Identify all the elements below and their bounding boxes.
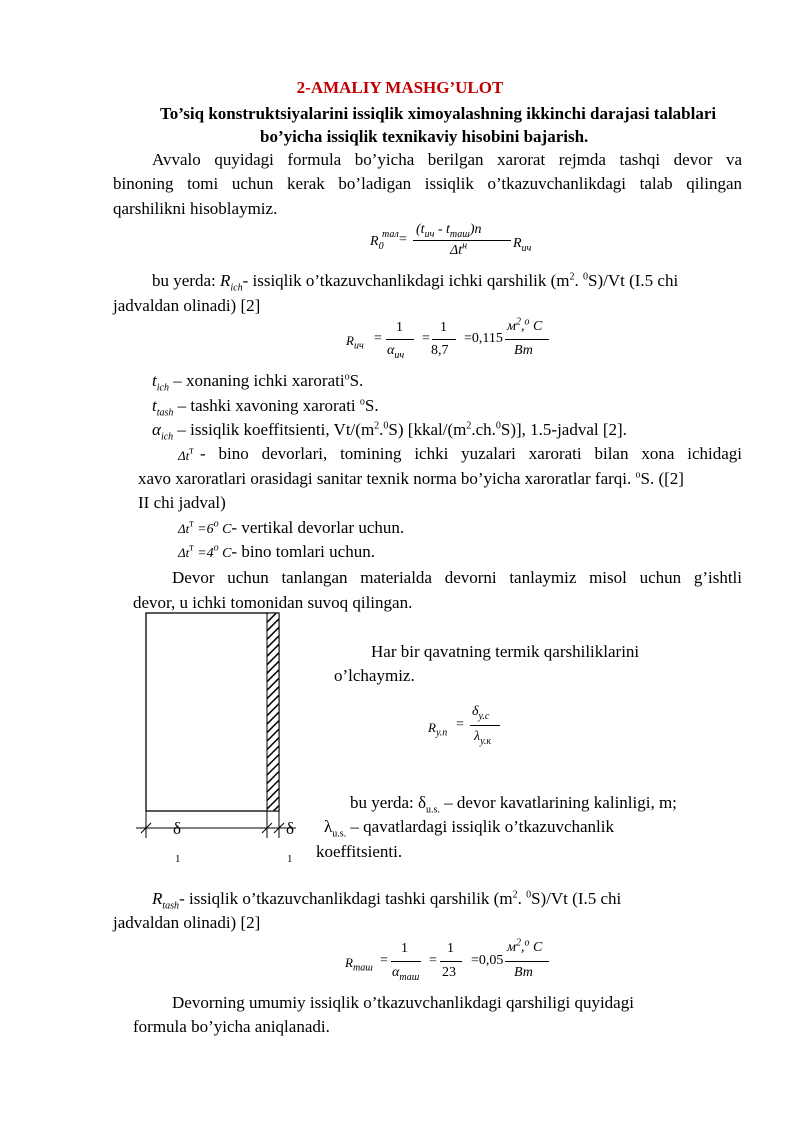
intro-line-2: binoning tomi uchun kerak bo’ladigan issiqlik o’tkazuvchanlikdagi talab qilingan bbox=[113, 174, 742, 193]
side2-line-1: bu yerda: $\delta_{u.s.}$ – devor kavatlarining kalinligi, m; bbox=[350, 793, 677, 816]
final-line-1: Devorning umumiy issiqlik o’tkazuvchanlikdagi qarshiligi quyidagi bbox=[172, 993, 634, 1012]
side2-line-2: $\lambda_{u.s.}$ – qavatlardagi issiqlik o’tkazuvchanlik bbox=[324, 817, 614, 840]
intro-line-3: qarshilikni hisoblaymiz. bbox=[113, 199, 278, 218]
delta-left-label: δ bbox=[173, 819, 182, 838]
rich-definition-line-2: jadvaldan olinadi) [2] bbox=[113, 296, 261, 315]
delta-right-subscript: 1 bbox=[287, 853, 293, 865]
wall-outline bbox=[146, 613, 279, 811]
side2-line-3: koeffitsienti. bbox=[316, 842, 403, 861]
ttash-definition: $t_{tash}$ – tashki xavoning xarorati $^o$S. bbox=[152, 396, 379, 419]
rtash-definition-line-1: $R_{tash}-$ issiqlik o’tkazuvchanlikdagi tashki qarshilik ($m^2$. $^0$S)/Vt (I.5 chi bbox=[152, 889, 622, 912]
intro-line-1: Avvalo quyidagi formula bo’yicha berilgan xarorat rejmda tashqi devor va bbox=[152, 150, 742, 169]
wall-cross-section-diagram bbox=[136, 608, 306, 858]
final-line-2: formula bo’yicha aniqlanadi. bbox=[133, 1017, 330, 1036]
deltat-line-2: xavo xaroratlari orasidagi sanitar texnik norma bo’yicha xaroratlar farqi. $^o$S. ([2] bbox=[138, 469, 684, 488]
rtash-definition-line-2: jadvaldan olinadi) [2] bbox=[113, 913, 261, 932]
rich-definition-line-1: bu yerda: $R_{ich}-$ issiqlik o’tkazuvchanlikdagi ichki qarshilik ($m^2$. $^0$S)/Vt (I.5 chi bbox=[152, 271, 679, 294]
side-line-1: Har bir qavatning termik qarshiliklarini bbox=[371, 642, 640, 661]
devor-line-2: devor, u ichki tomonidan suvoq qilingan. bbox=[133, 593, 413, 612]
side-line-2: o’lchaymiz. bbox=[334, 666, 415, 685]
deltat-roofs: $\Delta t^т =4^o$ C- bino tomlari uchun. bbox=[178, 542, 375, 561]
deltat-line-1: $\Delta t^т$ bbox=[178, 445, 194, 463]
deltat-vertical-walls: $\Delta t^т =6^o$ C- vertikal devorlar uchun. bbox=[178, 518, 405, 537]
tich-definition: $t_{ich}$ – xonaning ichki xarorati$^o$S. bbox=[152, 371, 364, 394]
page-title: 2-AMALIY MASHG’ULOT bbox=[296, 78, 504, 97]
plaster-layer-hatch bbox=[267, 613, 279, 811]
subtitle-line-1: To’siq konstruktsiyalarini issiqlik ximoyalashning ikkinchi darajasi talablari bbox=[160, 104, 717, 123]
subtitle-line-2: bo’yicha issiqlik texnikaviy hisobini bajarish. bbox=[260, 127, 589, 146]
devor-line-1: Devor uchun tanlangan materialda devorni tanlaymiz misol uchun g’ishtli bbox=[172, 568, 742, 587]
deltat-line-3: II chi jadval) bbox=[138, 493, 226, 512]
delta-left-subscript: 1 bbox=[175, 853, 181, 865]
alpha-definition: $\alpha_{ich}$ – issiqlik koeffitsienti, $Vt/(m^2.^0S)$ $[kkal/(m^2.ch.^0S)]$, 1.5-jadval [2]. bbox=[152, 420, 627, 443]
delta-right-label: δ bbox=[286, 819, 295, 838]
deltat-line-1-text: - bino devorlari, tomining ichki yuzalari xarorati bilan xona ichidagi bbox=[200, 444, 742, 463]
